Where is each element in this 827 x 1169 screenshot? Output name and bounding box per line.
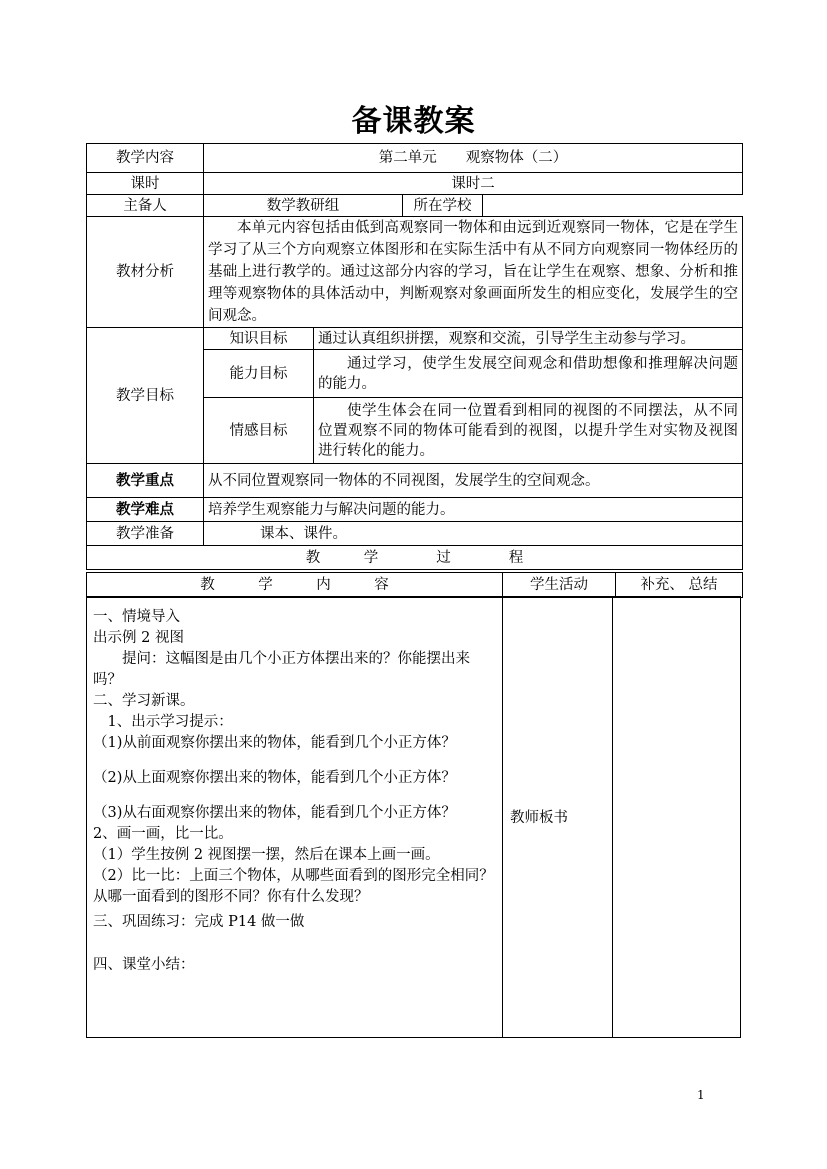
key-point-text: 从不同位置观察同一物体的不同视图，发展学生的空间观念。	[204, 464, 743, 498]
content-value: 第二单元 观察物体（二）	[204, 144, 743, 173]
line-summary: 四、课堂小结：	[93, 957, 195, 973]
period-label: 课时	[87, 173, 204, 195]
process-header: 教 学 过 程	[87, 546, 743, 570]
process-content-cell	[87, 597, 503, 1038]
page-title: 备课教案	[351, 104, 476, 139]
school-label: 所在学校	[403, 195, 483, 217]
difficulty-label: 教学难点	[87, 498, 204, 522]
content-label: 教学内容	[87, 144, 204, 173]
line-compare: （2）比一比：上面三个物体，从哪些面看到的图形完全相同？从哪一面看到的图形不同？你有什么发现？	[93, 868, 494, 905]
line-tip-front: （1)从前面观察你摆出来的物体，能看到几个小正方体？	[93, 735, 456, 751]
difficulty-text: 培养学生观察能力与解决问题的能力。	[204, 498, 743, 522]
line-learning-tips: 1、出示学习提示：	[93, 714, 233, 730]
emotion-text: 使学生体会在同一位置看到相同的视图的不同摆法，从不同位置观察不同的物体可能看到的视图，以提升学生对实物及视图进行转化的能力。	[314, 398, 743, 464]
process-body-table	[86, 596, 741, 1038]
preparation-label: 教学准备	[87, 522, 204, 546]
ability-text: 通过学习，使学生发展空间观念和借助想像和推理解决问题的能力。	[314, 350, 743, 398]
emotion-label: 情感目标	[204, 398, 314, 464]
line-practice: 三、巩固练习：完成 P14 做一做	[93, 914, 305, 930]
key-point-label: 教学重点	[87, 464, 204, 498]
activity-text: 教师板书	[510, 809, 568, 826]
line-tip-top: （2)从上面观察你摆出来的物体，能看到几个小正方体？	[93, 770, 456, 786]
line-question: 提问：这幅图是由几个小正方体摆出来的？你能摆出来吗？	[93, 651, 470, 688]
preparer-value: 数学教研组	[204, 195, 403, 217]
knowledge-text: 通过认真组织拼摆，观察和交流，引导学生主动参与学习。	[314, 328, 743, 350]
analysis-text: 本单元内容包括由低到高观察同一物体和由远到近观察同一物体，它是在学生学习了从三个方向观察立体图形和在实际生活中有从不同方向观察同一物体经历的基础上进行教学的。通过这部分内容的学习，旨在让学生在观察、想象、分析和推理等观察物体的具体活动中，判断观察对象画面所发生的相应变化，发展学生的空间观念。	[204, 217, 743, 328]
period-value: 课时二	[204, 173, 743, 195]
process-activity-cell	[503, 597, 613, 1038]
line-new-lesson: 二、学习新课。	[93, 693, 195, 709]
col-content-header: 教 学 内 容	[87, 573, 503, 598]
analysis-label: 教材分析	[87, 217, 204, 328]
objectives-label: 教学目标	[87, 328, 204, 464]
line-intro: 一、情境导入	[93, 609, 180, 625]
line-student-draw: （1）学生按例 2 视图摆一摆，然后在课本上画一画。	[93, 847, 440, 863]
process-columns-header	[86, 572, 743, 598]
knowledge-label: 知识目标	[204, 328, 314, 350]
page-number: 1	[697, 1088, 705, 1102]
lesson-info-table	[86, 143, 743, 570]
process-notes-cell	[613, 597, 741, 1038]
line-tip-right: （3)从右面观察你摆出来的物体，能看到几个小正方体？	[93, 805, 456, 821]
col-activity-header: 学生活动	[503, 573, 616, 598]
preparer-label: 主备人	[87, 195, 204, 217]
line-draw-compare: 2、画一画，比一比。	[93, 826, 233, 842]
line-show-figure: 出示例 2 视图	[93, 630, 184, 646]
col-notes-header: 补充、 总结	[616, 573, 743, 598]
ability-label: 能力目标	[204, 350, 314, 398]
school-value	[483, 195, 743, 217]
preparation-text: 课本、课件。	[204, 522, 743, 546]
